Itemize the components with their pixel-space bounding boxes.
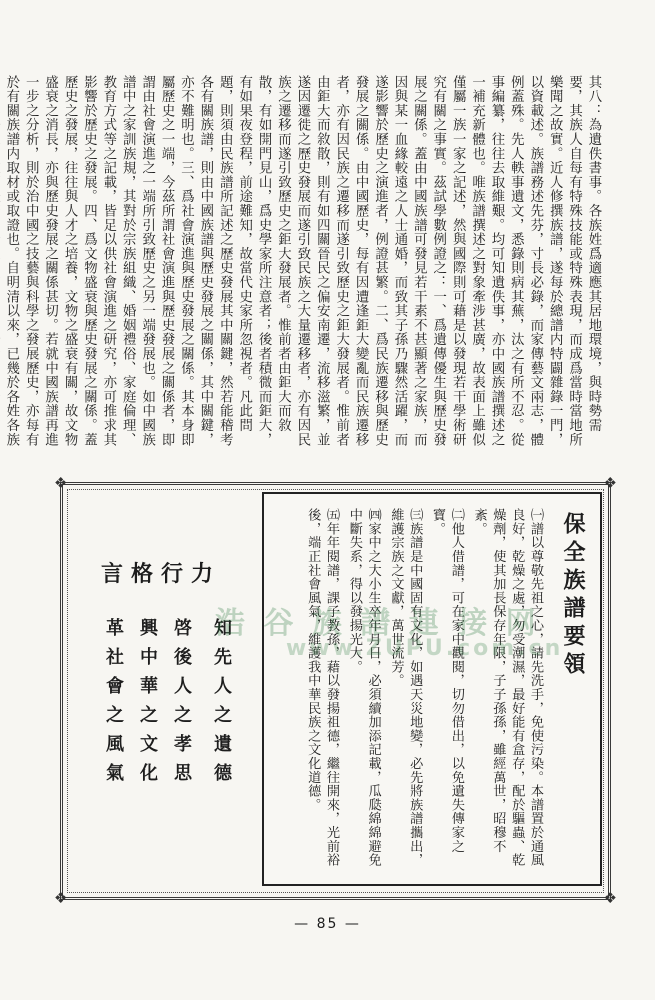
watermark-text: 浩 谷 族 譜 連 接 网 bbox=[215, 606, 540, 641]
watermark-url: www.ZUPU.com.cn bbox=[286, 636, 564, 661]
page-number: — 85 — bbox=[294, 916, 361, 932]
essentials-box bbox=[262, 492, 602, 886]
motto-line: 革社會之風氣 bbox=[103, 618, 124, 792]
motto-title-text: 力行格言 bbox=[100, 561, 221, 587]
frame-corner-ornament-icon: ❖ bbox=[54, 474, 68, 492]
essentials-item: ㈤年年閱譜，課子教孫，藉以發揚祖德，繼往開來，光前裕後，端正社會風氣，維護我中華民族之文化道德。 bbox=[305, 508, 340, 867]
essentials-list bbox=[282, 508, 544, 872]
essentials-item: ㈣家中之大小生卒年月日，必須續加添記載，瓜瓞綿綿避免中斷失系，得以發揚光大。 bbox=[346, 508, 381, 867]
frame-corner-ornament-icon: ❖ bbox=[54, 889, 68, 907]
motto-line: 知先人之遺德 bbox=[211, 618, 232, 792]
frame-corner-ornament-icon: ❖ bbox=[603, 474, 617, 492]
body-paragraph: 其八：為遺佚書事。各族姓爲適應其居地環境，與時勢需要，其族人自每有特殊技能或特殊表現，而成爲當時當地所樂聞之故實。近人修撰族譜，遂每於總譜内特闢雜錄一門，以資載述。族譜務述先芬，寸長必錄，而家傳藝文兩志，體例蓋殊。先人軼事遺文，悉錄則病其蕪，汰之有所不忍。從事編纂，往往去取維艱。均可知遺佚事，亦中國族譜撰述之一補充新體也。唯族譜撰述之對象牽涉甚廣，故表面上雖似僅屬一族一家之記述，然與國際則可藉是以發現若干學術研究有關之事實。茲試學數例證之：一、爲遺傳優生與歷史發展之關係。蓋由中國族譜可發見若干素不甚顯著之家族，而因與某一血緣較遠之人士通婚，而致其子孫乃驟然活躍，而遂影響於歷史之演進者，例證甚繁。二、爲民族遷移與歷史發展之關係。由中國歷史，每有因遭逢鉅大變亂而民族遷移者，亦有因民族之遷移而遂引致歷史之鉅大發展者。惟前者由鉅大而敘散，則有如四關晉民之偏安南遷，流移滋繁，並遂因遷徙之歷史發展而遂引致民族之大量遷移者，亦有因民族之遷移而遂引致歷史之鉅大發展者。惟前者由鉅大而敘散，有如開門見山，爲史學家所注意者；後者積微而鉅大，有如果夜登程，前途難知，故當代史家所忽視者。凡此問題，則須由民族譜所記述之歷史發展其中關鍵，然若能稽考各有關族譜，則由中國族譜與歷史發展之關係，其中關鍵，亦不難明也。三、爲社會演進與歷史發展之關係。其本身即屬歷史之一端，今茲所謂社會演進與歷史發展之關係者，即謂由社會演進之一端所引致歷史之另一端發展也。如中國族譜中之家訓族規，其對於宗族組織、婚姻禮俗、家庭倫理、教育方式等之記載，皆足以供社會演進之研究，亦可推求其影響於歷史之發展。四、爲文物盛衰與歷史發展之關係。蓋歷史之發展，往往與人才之培養，文物之盛衰有關，故文物盛衰之消長，亦與歷史發展之關係甚切。若就中國族譜再進一步之分析，則於治中國之技藝與科學之發展歷史，亦每有於有關族譜内取材或取證也。自明清以來，已幾於各姓各族 bbox=[3, 75, 601, 447]
essentials-item: ㈠譜以尊敬先祖之心，請先洗手，免使污染。本譜置於通風良好，乾燥之處，勿受潮濕，最好能有盒存，配於驅蟲、乾燥劑，使其加長保存年限，子子孫孫，雖經萬世，昭穆不紊。 bbox=[471, 508, 543, 867]
motto-line: 興中華之文化 bbox=[137, 618, 158, 792]
essentials-item: ㈡他人借譜，可在家中觀閱，切勿借出，以免遺失傳家之寶。 bbox=[430, 508, 464, 853]
body-text bbox=[3, 75, 603, 453]
motto-title bbox=[86, 552, 236, 592]
frame-corner-ornament-icon: ❖ bbox=[603, 889, 617, 907]
essentials-item: ㈢族譜是中國固有文化，如遇天災地變，必先將族譜攜出，維護宗族之文獻，萬世流芳。 bbox=[388, 508, 423, 867]
motto-line: 啓後人之孝思 bbox=[171, 618, 192, 792]
essentials-title: 保全族譜要領 bbox=[560, 512, 585, 680]
